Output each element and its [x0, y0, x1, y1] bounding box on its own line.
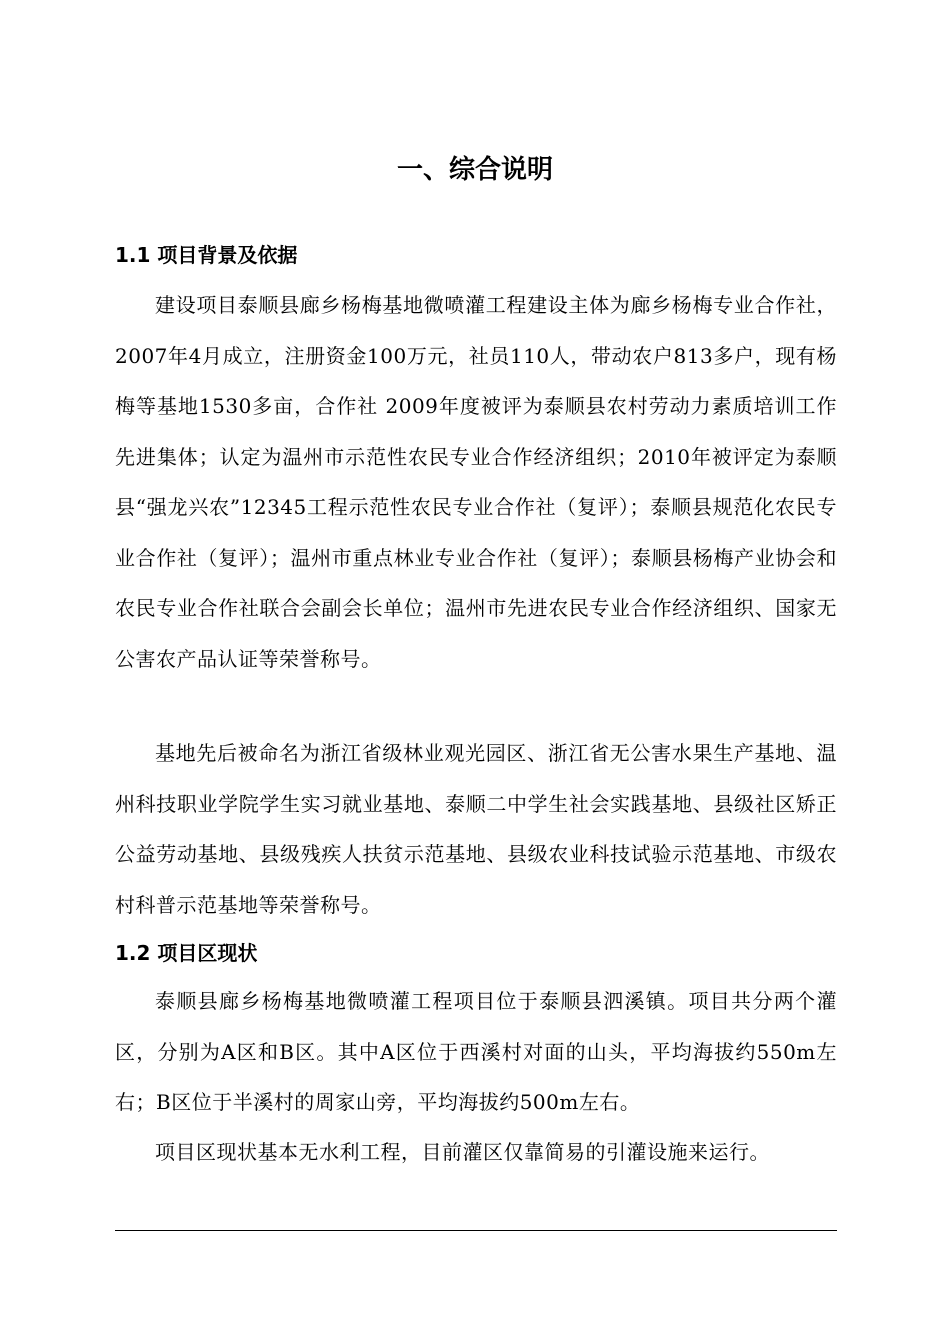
paragraph-honors: 基地先后被命名为浙江省级林业观光园区、浙江省无公害水果生产基地、温州科技职业学院学生实习就业基地、泰顺二中学生社会实践基地、县级社区矫正公益劳动基地、县级残疾人扶贫示范基地、县级农业科技试验示范基地、市级农村科普示范基地等荣誉称号。 [115, 741, 837, 917]
section-heading-1-1: 1.1 项目背景及依据 [115, 243, 298, 267]
section-heading-1-2: 1.2 项目区现状 [115, 941, 258, 965]
paragraph-location: 泰顺县廊乡杨梅基地微喷灌工程项目位于泰顺县泗溪镇。项目共分两个灌区，分别为A区和B区。其中A区位于西溪村对面的山头，平均海拔约550m左右；B区位于半溪村的周家山旁，平均海拔约500m左右。 [115, 989, 837, 1114]
paragraph-status: 项目区现状基本无水利工程，目前灌区仅靠简易的引灌设施来运行。 [155, 1140, 770, 1164]
page-title: 一、综合说明 [396, 155, 553, 185]
paragraph-background: 建设项目泰顺县廊乡杨梅基地微喷灌工程建设主体为廊乡杨梅专业合作社， 2007年4月成立，注册资金100万元，社员110人，带动农户813多户，现有杨梅等基地1530多亩，合作社 2009年度被评为泰顺县农村劳动力素质培训工作先进集体；认定为温州市示范性农民专业合作经济组织；2010年被评定为泰顺县“强龙兴农”12345工程示范性农民专业合作社（复评）；泰顺县规范化农民专业合作社（复评）；温州市重点林业专业合作社（复评）；泰顺县杨梅产业协会和农民专业合作社联合会副会长单位；温州市先进农民专业合作经济组织、国家无公害农产品认证等荣誉称号。 [115, 293, 837, 671]
footer-divider [115, 1230, 837, 1231]
